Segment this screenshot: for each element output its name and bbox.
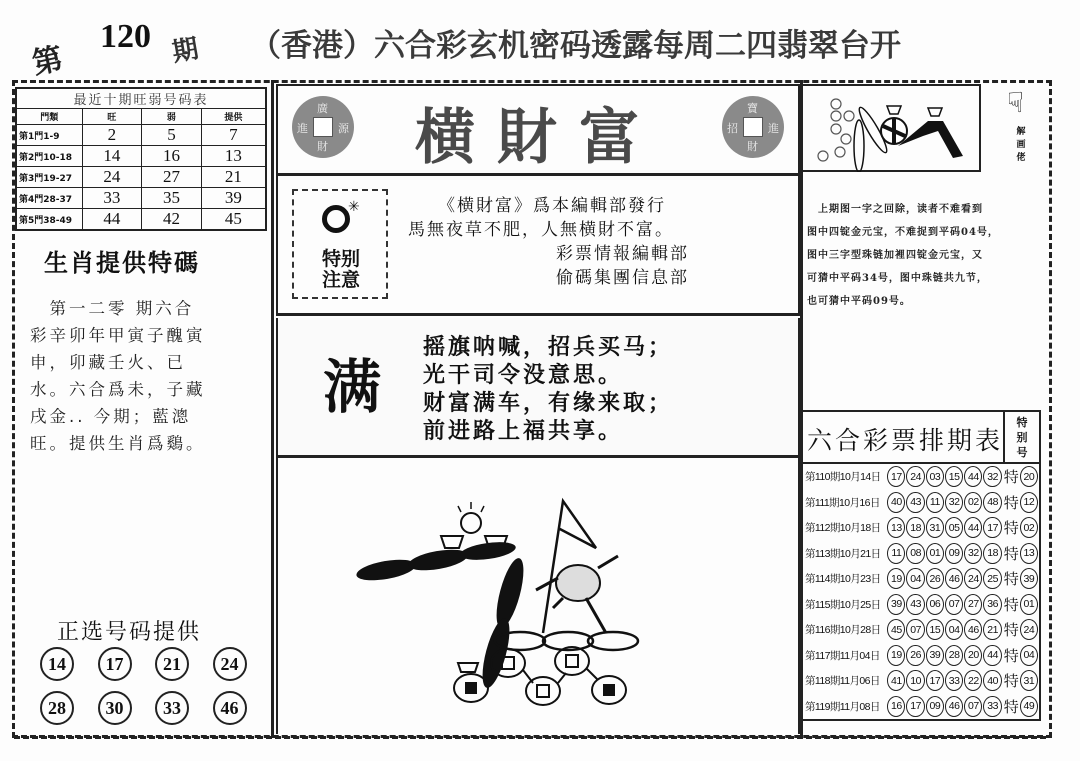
- riddle-label: 解 画 佬: [1016, 127, 1026, 163]
- drawn-number: 32: [964, 543, 982, 564]
- page-title: （香港）六合彩玄机密码透露每周二四翡翠台开: [250, 28, 901, 64]
- drawn-number: 07: [964, 696, 982, 717]
- drawn-number: 07: [906, 619, 924, 640]
- cell-value: 33: [82, 188, 142, 209]
- cell-value: 5: [142, 125, 202, 146]
- drawn-number: 01: [926, 543, 944, 564]
- table-row: [16, 209, 266, 231]
- drawn-number: 21: [983, 619, 1001, 640]
- draw-date: 第111期10月16日: [805, 496, 880, 509]
- draw-date: 第115期10月25日: [805, 598, 881, 611]
- pick-number: 21: [155, 647, 189, 681]
- draw-date: 第110期10月14日: [805, 471, 881, 484]
- drawn-number: 04: [906, 568, 924, 589]
- special-number: 49: [1020, 696, 1038, 717]
- drawn-number: 11: [887, 543, 905, 564]
- drawn-number: 44: [964, 466, 982, 487]
- drawn-number: 44: [964, 517, 982, 538]
- drawn-number: 46: [945, 696, 963, 717]
- drawn-number: 27: [964, 594, 982, 615]
- special-marker: 特: [1003, 468, 1019, 487]
- drawn-number: 17: [983, 517, 1001, 538]
- column-header: 門類: [16, 109, 82, 125]
- column-header: 弱: [142, 109, 202, 125]
- zodiac-line: 戌金.. 今期；藍漗: [30, 407, 192, 426]
- cell-value: 35: [142, 188, 202, 209]
- recent-hot-cold-table: [15, 87, 267, 231]
- pick-number: 30: [98, 691, 132, 725]
- zodiac-text: [30, 295, 262, 457]
- drawn-number: 16: [887, 696, 905, 717]
- draw-date: 第112期10月18日: [805, 522, 881, 535]
- poem-text: [423, 334, 673, 446]
- drawn-number: 08: [906, 543, 924, 564]
- cell-value: 44: [82, 209, 142, 231]
- issue-number: 120: [100, 18, 151, 55]
- zodiac-line: 申，卯藏壬火、已: [30, 353, 186, 372]
- riddle-line: 也可猜中平码09号。: [807, 296, 911, 307]
- poem-panel: [276, 318, 800, 458]
- drawn-number: 46: [945, 568, 963, 589]
- drawn-number: 43: [906, 594, 924, 615]
- drawn-number: 26: [906, 645, 924, 666]
- special-number: 24: [1020, 619, 1038, 640]
- row-label: 第3門19-27: [16, 167, 82, 188]
- column-header: 旺: [82, 109, 142, 125]
- pick-number: 24: [213, 647, 247, 681]
- drawn-number: 15: [926, 619, 944, 640]
- special-number: 02: [1020, 517, 1038, 538]
- drawn-number: 17: [906, 696, 924, 717]
- riddle-picture: [803, 84, 981, 172]
- table-row: [16, 167, 266, 188]
- notice-text: [408, 194, 778, 290]
- notice-line: 馬無夜草不肥，人無横財不富。: [408, 220, 674, 240]
- drawn-number: 33: [945, 670, 963, 691]
- pick-number: 33: [155, 691, 189, 725]
- draw-row: [803, 592, 1039, 618]
- drawn-number: 32: [945, 492, 963, 513]
- drawn-number: 39: [926, 645, 944, 666]
- riddle-line: 图中三字型珠链加裡四锭金元宝，又: [807, 250, 983, 261]
- cell-value: 45: [201, 209, 266, 231]
- picks-title: 正选号码提供: [57, 620, 202, 645]
- bomb-icon: [322, 205, 350, 233]
- special-marker: 特: [1003, 493, 1019, 512]
- draw-row: [803, 490, 1039, 516]
- draw-date: 第117期11月04日: [805, 649, 880, 662]
- special-marker: 特: [1003, 621, 1019, 640]
- right-column: [800, 80, 1052, 738]
- brand-title: 横財富: [415, 103, 661, 173]
- page-header: [0, 0, 1080, 82]
- notice-line: 《横財富》爲本編輯部發行: [438, 196, 666, 216]
- cell-value: 24: [82, 167, 142, 188]
- special-marker: 特: [1003, 570, 1019, 589]
- special-number: 12: [1020, 492, 1038, 513]
- draw-row: [803, 515, 1039, 541]
- draws-header: [803, 412, 1039, 464]
- zodiac-line: 第一二零 期六合: [30, 299, 195, 318]
- table-row: [16, 125, 266, 146]
- draw-row: [803, 464, 1039, 490]
- poem-line: 前进路上福共享。: [423, 419, 624, 444]
- coin-icon-left: 廣 進 源 財: [292, 96, 354, 158]
- zodiac-title: 生肖提供特碼: [44, 249, 200, 277]
- frog-flag-illustration: [278, 458, 798, 734]
- draw-date: 第113期10月21日: [805, 547, 881, 560]
- drawn-number: 33: [983, 696, 1001, 717]
- pick-number: 28: [40, 691, 74, 725]
- zodiac-line: 旺。提供生肖爲鷄。: [30, 434, 206, 453]
- special-number: 31: [1020, 670, 1038, 691]
- picks-grid: [40, 647, 270, 725]
- drawn-number: 25: [983, 568, 1001, 589]
- table-row: [16, 146, 266, 167]
- draw-row: [803, 617, 1039, 643]
- drawn-number: 24: [906, 466, 924, 487]
- draw-row: [803, 541, 1039, 567]
- drawn-number: 18: [906, 517, 924, 538]
- drawn-number: 04: [945, 619, 963, 640]
- drawn-number: 48: [983, 492, 1001, 513]
- chain-ingot-illustration: [803, 86, 979, 172]
- special-marker: 特: [1003, 519, 1019, 538]
- drawn-number: 06: [926, 594, 944, 615]
- special-marker: 特: [1003, 672, 1019, 691]
- cell-value: 42: [142, 209, 202, 231]
- drawn-number: 03: [926, 466, 944, 487]
- spark-icon: ✳: [348, 199, 360, 215]
- draw-row: [803, 694, 1039, 720]
- drawn-number: 18: [983, 543, 1001, 564]
- pick-number: 46: [213, 691, 247, 725]
- drawn-number: 26: [926, 568, 944, 589]
- drawn-number: 31: [926, 517, 944, 538]
- drawn-number: 10: [906, 670, 924, 691]
- drawn-number: 15: [945, 466, 963, 487]
- drawn-number: 41: [887, 670, 905, 691]
- draw-date: 第118期11月06日: [805, 675, 880, 688]
- middle-column: [274, 80, 800, 738]
- drawn-number: 05: [945, 517, 963, 538]
- drawn-number: 09: [945, 543, 963, 564]
- drawn-number: 24: [964, 568, 982, 589]
- drawn-number: 17: [926, 670, 944, 691]
- special-marker: 特: [1003, 697, 1019, 716]
- draw-rows: [803, 464, 1039, 719]
- column-header: 提供: [201, 109, 266, 125]
- drawn-number: 07: [945, 594, 963, 615]
- drawn-number: 39: [887, 594, 905, 615]
- zodiac-line: 彩辛卯年甲寅子醜寅: [30, 326, 206, 345]
- special-number: 01: [1020, 594, 1038, 615]
- special-number: 20: [1020, 466, 1038, 487]
- notice-label: 特别 注意: [321, 248, 360, 291]
- draw-date: 第114期10月23日: [805, 573, 881, 586]
- special-marker: 特: [1003, 544, 1019, 563]
- drawn-number: 17: [887, 466, 905, 487]
- cell-value: 21: [201, 167, 266, 188]
- riddle-explanation: [807, 198, 1045, 313]
- cell-value: 13: [201, 146, 266, 167]
- cell-value: 14: [82, 146, 142, 167]
- special-number: 13: [1020, 543, 1038, 564]
- drawn-number: 28: [945, 645, 963, 666]
- riddle-line: 图中四锭金元宝，不难捉到平码04号，: [807, 227, 999, 238]
- drawn-number: 09: [926, 696, 944, 717]
- row-label: 第5門38-49: [16, 209, 82, 231]
- draw-date: 第116期10月28日: [805, 624, 881, 637]
- special-notice-box: [292, 189, 388, 299]
- drawn-number: 20: [964, 645, 982, 666]
- riddle-illustration: [276, 458, 800, 734]
- row-label: 第1門1-9: [16, 125, 82, 146]
- draw-date: 第119期11月08日: [805, 700, 880, 713]
- drawn-number: 11: [926, 492, 944, 513]
- notice-line: 彩票情報編輯部: [556, 244, 689, 264]
- drawn-number: 45: [887, 619, 905, 640]
- cell-value: 39: [201, 188, 266, 209]
- drawn-number: 32: [983, 466, 1001, 487]
- special-number: 39: [1020, 568, 1038, 589]
- riddle-line: 可猜中平码34号，图中珠链共九节，: [807, 273, 988, 284]
- special-number-header: 特 别 号: [1003, 412, 1039, 462]
- brand-banner: [276, 84, 800, 176]
- riddle-line: 上期图一字之回除，读者不难看到: [807, 204, 983, 215]
- cell-value: 2: [82, 125, 142, 146]
- pointing-hand-icon: ☟: [1007, 86, 1025, 119]
- left-column: [12, 80, 274, 738]
- poem-big-char: 满: [323, 353, 382, 421]
- drawn-number: 19: [887, 645, 905, 666]
- drawn-number: 22: [964, 670, 982, 691]
- drawn-number: 46: [964, 619, 982, 640]
- bottom-border: [14, 736, 1046, 739]
- row-label: 第2門10-18: [16, 146, 82, 167]
- notice-panel: [276, 176, 800, 316]
- drawn-number: 02: [964, 492, 982, 513]
- cell-value: 16: [142, 146, 202, 167]
- notice-line: 偷碼集團信息部: [556, 268, 689, 288]
- drawn-number: 40: [887, 492, 905, 513]
- drawn-number: 19: [887, 568, 905, 589]
- pick-number: 14: [40, 647, 74, 681]
- drawn-number: 40: [983, 670, 1001, 691]
- zodiac-line: 水。六合爲未，子藏: [30, 380, 206, 399]
- draw-row: [803, 643, 1039, 669]
- cell-value: 7: [201, 125, 266, 146]
- poem-line: 光干司令没意思。: [423, 363, 624, 388]
- cell-value: 27: [142, 167, 202, 188]
- table-row: [16, 188, 266, 209]
- drawn-number: 36: [983, 594, 1001, 615]
- special-number: 04: [1020, 645, 1038, 666]
- pick-number: 17: [98, 647, 132, 681]
- drawn-number: 13: [887, 517, 905, 538]
- drawn-number: 43: [906, 492, 924, 513]
- drawn-number: 44: [983, 645, 1001, 666]
- poem-line: 摇旗呐喊，招兵买马；: [423, 335, 674, 360]
- draws-title: 六合彩票排期表: [807, 426, 1004, 455]
- issue-prefix: 第: [29, 41, 67, 82]
- draw-row: [803, 566, 1039, 592]
- table-caption: 最近十期旺弱号码表: [16, 88, 266, 109]
- coin-icon-right: 寶 招 進 財: [722, 96, 784, 158]
- poem-line: 财富满车，有缘来取；: [423, 391, 674, 416]
- issue-suffix: 期: [170, 33, 201, 68]
- special-marker: 特: [1003, 595, 1019, 614]
- special-marker: 特: [1003, 646, 1019, 665]
- draw-row: [803, 668, 1039, 694]
- draw-schedule-table: [803, 410, 1041, 721]
- row-label: 第4門28-37: [16, 188, 82, 209]
